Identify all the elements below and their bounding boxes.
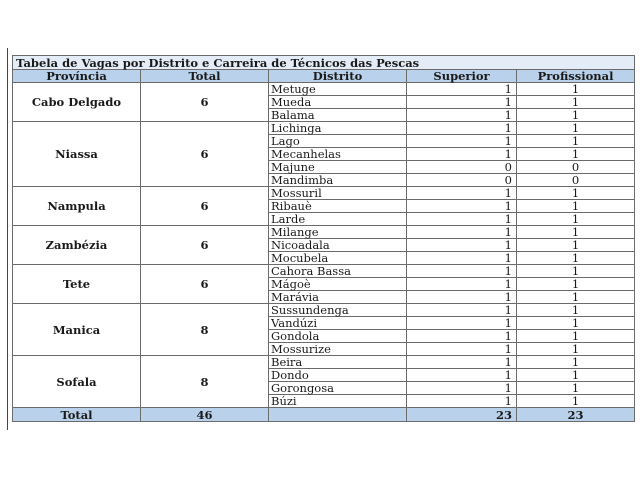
cell-total: 6 [141,226,269,265]
cell-superior: 1 [407,109,517,122]
cell-distrito: Larde [269,213,407,226]
cell-distrito: Marávia [269,291,407,304]
header-total: Total [141,70,269,83]
totals-row [13,408,635,422]
cell-total: 8 [141,356,269,408]
cell-superior: 1 [407,317,517,330]
cell-provincia: Zambézia [13,226,141,265]
table-title-row [13,56,635,70]
cell-distrito: Milange [269,226,407,239]
cell-superior: 1 [407,122,517,135]
cell-profissional: 1 [517,330,635,343]
cell-total: 6 [141,83,269,122]
cell-provincia: Manica [13,304,141,356]
cell-superior: 1 [407,148,517,161]
cell-distrito: Cahora Bassa [269,265,407,278]
cell-provincia: Sofala [13,356,141,408]
cell-superior: 1 [407,252,517,265]
cell-superior: 1 [407,395,517,408]
cell-distrito: Mossuril [269,187,407,200]
cell-profissional: 1 [517,252,635,265]
cell-distrito: Dondo [269,369,407,382]
cell-distrito: Mocubela [269,252,407,265]
cell-provincia: Niassa [13,122,141,187]
table-title: Tabela de Vagas por Distrito e Carreira de Técnicos das Pescas [13,56,635,70]
cell-total: 8 [141,304,269,356]
cell-profissional: 1 [517,122,635,135]
cell-profissional: 1 [517,278,635,291]
cell-profissional: 1 [517,317,635,330]
cell-distrito: Lichinga [269,122,407,135]
cell-superior: 1 [407,382,517,395]
cell-distrito: Lago [269,135,407,148]
header-provincia: Província [13,70,141,83]
cell-profissional: 1 [517,369,635,382]
cell-superior: 0 [407,161,517,174]
cell-distrito: Balama [269,109,407,122]
cell-profissional: 1 [517,83,635,96]
cell-distrito: Nicoadala [269,239,407,252]
cell-distrito: Majune [269,161,407,174]
cell-superior: 1 [407,226,517,239]
cell-superior: 1 [407,83,517,96]
cell-total: 6 [141,187,269,226]
cell-superior: 1 [407,330,517,343]
table-row [13,83,635,96]
totals-superior: 23 [407,408,517,422]
cell-provincia: Cabo Delgado [13,83,141,122]
cell-distrito: Mecanhelas [269,148,407,161]
cell-superior: 1 [407,343,517,356]
cell-distrito: Ribauè [269,200,407,213]
table-row [13,265,635,278]
cell-distrito: Sussundenga [269,304,407,317]
cell-profissional: 1 [517,96,635,109]
cell-profissional: 1 [517,239,635,252]
cell-profissional: 1 [517,148,635,161]
cell-profissional: 1 [517,213,635,226]
header-profissional: Profissional [517,70,635,83]
cell-profissional: 1 [517,187,635,200]
header-superior: Superior [407,70,517,83]
totals-profissional: 23 [517,408,635,422]
cell-superior: 1 [407,239,517,252]
cell-superior: 0 [407,174,517,187]
cell-profissional: 1 [517,265,635,278]
cell-superior: 1 [407,369,517,382]
cell-distrito: Beira [269,356,407,369]
cell-superior: 1 [407,213,517,226]
cell-distrito: Mandimba [269,174,407,187]
cell-distrito: Mágoè [269,278,407,291]
cell-profissional: 0 [517,174,635,187]
left-margin-rule [7,48,8,430]
cell-provincia: Nampula [13,187,141,226]
cell-distrito: Búzi [269,395,407,408]
cell-profissional: 1 [517,304,635,317]
cell-profissional: 1 [517,356,635,369]
cell-superior: 1 [407,135,517,148]
cell-superior: 1 [407,96,517,109]
table-row [13,122,635,135]
cell-distrito: Vandúzi [269,317,407,330]
totals-total: 46 [141,408,269,422]
cell-profissional: 1 [517,382,635,395]
cell-profissional: 1 [517,395,635,408]
cell-profissional: 1 [517,343,635,356]
cell-profissional: 1 [517,291,635,304]
cell-distrito: Metuge [269,83,407,96]
cell-superior: 1 [407,356,517,369]
table-header-row [13,70,635,83]
cell-total: 6 [141,122,269,187]
table-row [13,226,635,239]
cell-distrito: Gorongosa [269,382,407,395]
table-body [13,83,635,408]
table-row [13,187,635,200]
vacancies-table [12,55,635,422]
cell-profissional: 1 [517,109,635,122]
cell-distrito: Mueda [269,96,407,109]
cell-superior: 1 [407,304,517,317]
header-distrito: Distrito [269,70,407,83]
cell-superior: 1 [407,291,517,304]
totals-distrito [269,408,407,422]
cell-profissional: 0 [517,161,635,174]
cell-superior: 1 [407,265,517,278]
cell-profissional: 1 [517,135,635,148]
cell-profissional: 1 [517,226,635,239]
totals-label: Total [13,408,141,422]
cell-superior: 1 [407,200,517,213]
cell-provincia: Tete [13,265,141,304]
cell-distrito: Mossurize [269,343,407,356]
table-row [13,304,635,317]
table-row [13,356,635,369]
cell-total: 6 [141,265,269,304]
cell-distrito: Gondola [269,330,407,343]
cell-profissional: 1 [517,200,635,213]
cell-superior: 1 [407,187,517,200]
cell-superior: 1 [407,278,517,291]
